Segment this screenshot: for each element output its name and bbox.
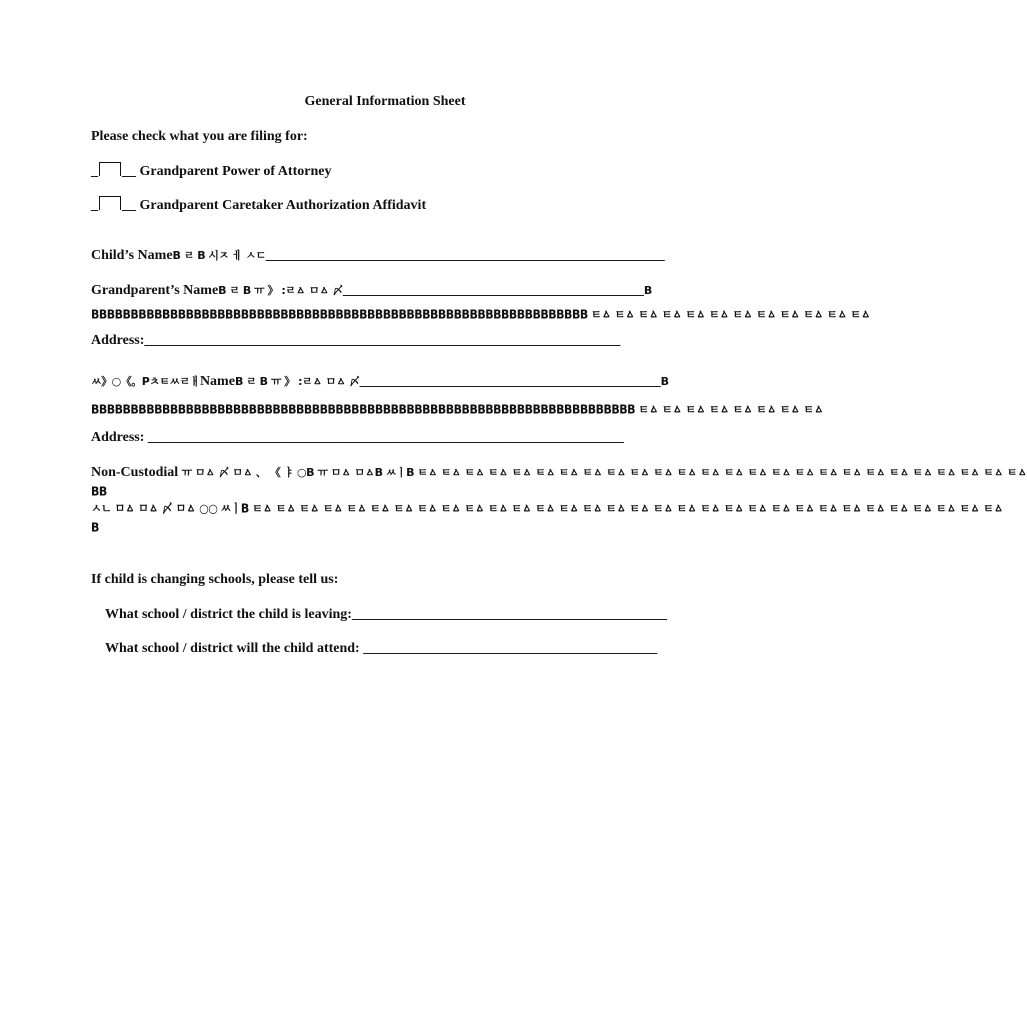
parent-name-label: Name	[199, 374, 235, 389]
corrupted-text: B ㄹ B 시ㅈ ㅔ ㅅㄷ	[172, 249, 266, 262]
school-leaving-blank[interactable]: _____________________________________________	[351, 607, 667, 622]
child-name-blank[interactable]: _________________________________________________________	[265, 248, 665, 263]
child-name-field[interactable]	[91, 247, 665, 265]
grandparent-name-blank[interactable]: ___________________________________________	[342, 283, 644, 298]
corrupted-text-row: BBBBBBBBBBBBBBBBBBBBBBBBBBBBBBBBBBBBBBBBBBBBBBBBBBBBBBBBBBBBBBBBBBBBB ㅌㅿ ㅌㅿ ㅌㅿ ㅌㅿ ㅌㅿ ㅌㅿ ㅌㅿ ㅌㅿ	[91, 402, 824, 417]
option-power-of-attorney[interactable]: _ __ Grandparent Power of Attorney	[91, 164, 332, 179]
address-label: Address:	[91, 333, 145, 348]
grandparent-name-label: Grandparent’s Name	[91, 283, 219, 298]
corrupted-text-row: BB	[91, 484, 107, 499]
school-leaving-label: What school / district the child is leaving:	[105, 607, 352, 622]
child-name-label: Child’s Name	[91, 248, 173, 263]
address-blank[interactable]: ____________________________________________________________________	[144, 333, 621, 348]
option-label: Grandparent Power of Attorney	[139, 164, 332, 179]
school-attend-label: What school / district will the child attend:	[105, 641, 364, 656]
parent-name-blank[interactable]: ___________________________________________	[359, 374, 661, 389]
option-caretaker-affidavit[interactable]: _ __ Grandparent Caretaker Authorization Affidavit	[91, 198, 427, 213]
schools-heading: If child is changing schools, please tell us:	[91, 572, 339, 587]
corrupted-text-row: B	[91, 520, 99, 535]
option-checkbox[interactable]	[99, 196, 121, 210]
address-label: Address:	[91, 430, 145, 445]
corrupted-text: B ㄹ B ㅠ 》 :ㄹㅿ ㅁㅿ 〆	[218, 284, 343, 297]
corrupted-text: ㅠ ㅁㅿ 〆 ㅁㅿ 、 《 ㅑ ○B ㅠ ㅁㅿ ㅁㅿB ㅆㅣB ㅌㅿ ㅌㅿ ㅌㅿ ㅌㅿ ㅌㅿ ㅌㅿ ㅌㅿ ㅌㅿ ㅌㅿ ㅌㅿ ㅌㅿ ㅌㅿ ㅌㅿ ㅌㅿ ㅌㅿ ㅌㅿ ㅌㅿ ㅌㅿ ㅌㅿ ㅌㅿ ㅌㅿ ㅌㅿ ㅌㅿ ㅌㅿ ㅌㅿ ㅌㅿ	[178, 466, 1027, 479]
non-custodial-field[interactable]	[91, 464, 1027, 482]
option-checkbox[interactable]	[99, 162, 121, 176]
grandparent-name-field[interactable]: Grandparent’s NameB ㄹ B ㅠ 》 :ㄹㅿ ㅁㅿ 〆___________________________________________B	[91, 283, 652, 298]
school-attend-field[interactable]	[105, 640, 657, 658]
school-attend-blank[interactable]: __________________________________________	[363, 641, 658, 656]
address-field-2[interactable]	[91, 429, 624, 447]
corrupted-text-row: ㅅㄴ ㅁㅿ ㅁㅿ 〆 ㅁㅿ ○○ ㅆㅣB ㅌㅿ ㅌㅿ ㅌㅿ ㅌㅿ ㅌㅿ ㅌㅿ ㅌㅿ ㅌㅿ ㅌㅿ ㅌㅿ ㅌㅿ ㅌㅿ ㅌㅿ ㅌㅿ ㅌㅿ ㅌㅿ ㅌㅿ ㅌㅿ ㅌㅿ ㅌㅿ ㅌㅿ ㅌㅿ ㅌㅿ ㅌㅿ ㅌㅿ ㅌㅿ ㅌㅿ ㅌㅿ ㅌㅿ ㅌㅿ ㅌㅿ ㅌㅿ	[91, 501, 1004, 516]
address-blank[interactable]: ____________________________________________________________________	[144, 430, 624, 445]
parent-name-field[interactable]: ㅆ》○《。PㅊㅌㅆㄹㅐNameB ㄹ B ㅠ 》 :ㄹㅿ ㅁㅿ 〆___________________________________________B	[91, 374, 669, 389]
non-custodial-label: Non-Custodial	[91, 465, 179, 480]
form-title: General Information Sheet	[304, 94, 466, 109]
school-leaving-field[interactable]	[105, 606, 667, 624]
corrupted-text: ㅆ》○《。P	[91, 375, 150, 388]
address-field-1[interactable]	[91, 332, 620, 350]
option-label: Grandparent Caretaker Authorization Affidavit	[139, 198, 427, 213]
filing-instruction: Please check what you are filing for:	[91, 129, 308, 144]
corrupted-text-row: BBBBBBBBBBBBBBBBBBBBBBBBBBBBBBBBBBBBBBBBBBBBBBBBBBBBBBBBBBBBBBB ㅌㅿ ㅌㅿ ㅌㅿ ㅌㅿ ㅌㅿ ㅌㅿ ㅌㅿ ㅌㅿ ㅌㅿ ㅌㅿ ㅌㅿ ㅌㅿ	[91, 307, 871, 322]
